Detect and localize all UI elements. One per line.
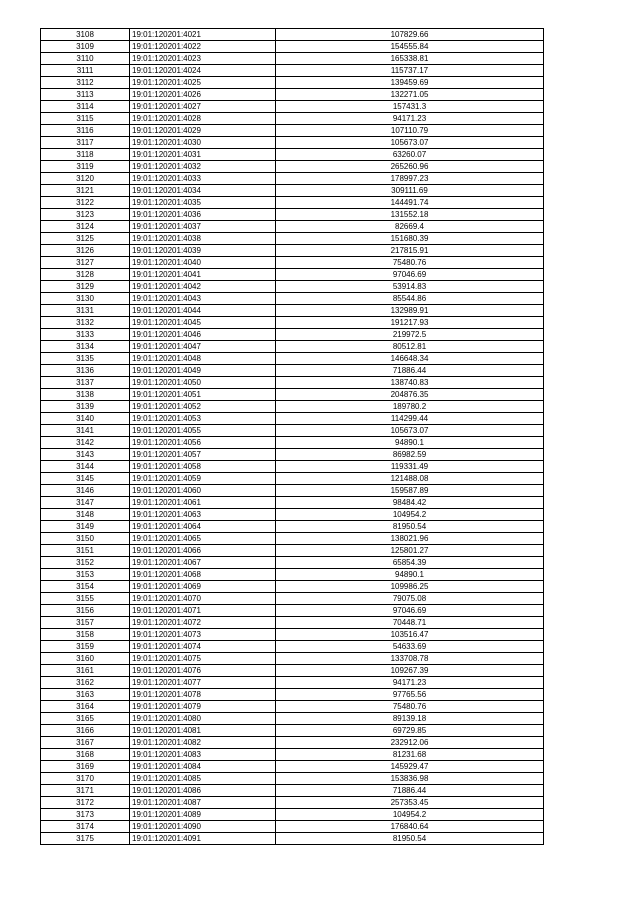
row-number-cell: 3142 [41,437,130,449]
amount-cell: 133708.78 [276,653,544,665]
row-number-cell: 3169 [41,761,130,773]
table-row [41,65,544,77]
cadastral-number-cell: 19:01:120201:4046 [130,329,276,341]
row-number-cell: 3144 [41,461,130,473]
amount-cell: 107829.66 [276,29,544,41]
row-number-cell: 3126 [41,245,130,257]
amount-cell: 138021.96 [276,533,544,545]
table-row [41,401,544,413]
row-number-cell: 3131 [41,305,130,317]
amount-cell: 94890.1 [276,437,544,449]
table-row [41,29,544,41]
cadastral-number-cell: 19:01:120201:4069 [130,581,276,593]
table-row [41,269,544,281]
cadastral-number-cell: 19:01:120201:4024 [130,65,276,77]
amount-cell: 132271.05 [276,89,544,101]
amount-cell: 204876.35 [276,389,544,401]
cadastral-number-cell: 19:01:120201:4049 [130,365,276,377]
table-row [41,341,544,353]
row-number-cell: 3140 [41,413,130,425]
amount-cell: 139459.69 [276,77,544,89]
amount-cell: 75480.76 [276,257,544,269]
cadastral-number-cell: 19:01:120201:4031 [130,149,276,161]
cadastral-number-cell: 19:01:120201:4028 [130,113,276,125]
cadastral-number-cell: 19:01:120201:4036 [130,209,276,221]
table-row [41,209,544,221]
amount-cell: 114299.44 [276,413,544,425]
table-row [41,41,544,53]
table-row [41,797,544,809]
row-number-cell: 3118 [41,149,130,161]
table-row [41,533,544,545]
cadastral-number-cell: 19:01:120201:4061 [130,497,276,509]
row-number-cell: 3127 [41,257,130,269]
cadastral-number-cell: 19:01:120201:4045 [130,317,276,329]
cadastral-number-cell: 19:01:120201:4071 [130,605,276,617]
row-number-cell: 3122 [41,197,130,209]
amount-cell: 53914.83 [276,281,544,293]
cadastral-number-cell: 19:01:120201:4072 [130,617,276,629]
cadastral-number-cell: 19:01:120201:4085 [130,773,276,785]
table-row [41,665,544,677]
amount-cell: 145929.47 [276,761,544,773]
cadastral-number-cell: 19:01:120201:4065 [130,533,276,545]
row-number-cell: 3137 [41,377,130,389]
cadastral-number-cell: 19:01:120201:4063 [130,509,276,521]
amount-cell: 176840.64 [276,821,544,833]
row-number-cell: 3172 [41,797,130,809]
table-row [41,305,544,317]
row-number-cell: 3130 [41,293,130,305]
row-number-cell: 3116 [41,125,130,137]
table-row [41,389,544,401]
table-row [41,173,544,185]
row-number-cell: 3147 [41,497,130,509]
row-number-cell: 3151 [41,545,130,557]
row-number-cell: 3160 [41,653,130,665]
cadastral-number-cell: 19:01:120201:4023 [130,53,276,65]
cadastral-number-cell: 19:01:120201:4079 [130,701,276,713]
row-number-cell: 3154 [41,581,130,593]
cadastral-number-cell: 19:01:120201:4058 [130,461,276,473]
table-row [41,257,544,269]
row-number-cell: 3111 [41,65,130,77]
table-row [41,461,544,473]
table-row [41,497,544,509]
table-row [41,293,544,305]
row-number-cell: 3108 [41,29,130,41]
amount-cell: 217815.91 [276,245,544,257]
amount-cell: 132989.91 [276,305,544,317]
amount-cell: 75480.76 [276,701,544,713]
amount-cell: 104954.2 [276,809,544,821]
cadastral-number-cell: 19:01:120201:4078 [130,689,276,701]
row-number-cell: 3115 [41,113,130,125]
cadastral-number-cell: 19:01:120201:4040 [130,257,276,269]
cadastral-number-cell: 19:01:120201:4087 [130,797,276,809]
table-row [41,197,544,209]
table-row [41,101,544,113]
row-number-cell: 3138 [41,389,130,401]
amount-cell: 103516.47 [276,629,544,641]
table-row [41,545,544,557]
table-row [41,149,544,161]
table-row [41,809,544,821]
amount-cell: 94171.23 [276,113,544,125]
amount-cell: 71886.44 [276,785,544,797]
amount-cell: 63260.07 [276,149,544,161]
row-number-cell: 3159 [41,641,130,653]
cadastral-number-cell: 19:01:120201:4068 [130,569,276,581]
table-row [41,629,544,641]
table-row [41,581,544,593]
amount-cell: 79075.08 [276,593,544,605]
table-row [41,221,544,233]
table-row [41,833,544,845]
cadastral-number-cell: 19:01:120201:4060 [130,485,276,497]
table-row [41,785,544,797]
amount-cell: 107110.79 [276,125,544,137]
amount-cell: 80512.81 [276,341,544,353]
row-number-cell: 3170 [41,773,130,785]
table-row [41,557,544,569]
cadastral-number-cell: 19:01:120201:4053 [130,413,276,425]
row-number-cell: 3157 [41,617,130,629]
row-number-cell: 3132 [41,317,130,329]
row-number-cell: 3113 [41,89,130,101]
cadastral-number-cell: 19:01:120201:4074 [130,641,276,653]
table-row [41,485,544,497]
cadastral-number-cell: 19:01:120201:4089 [130,809,276,821]
table-body [41,29,544,845]
table-row [41,617,544,629]
row-number-cell: 3117 [41,137,130,149]
table-row [41,821,544,833]
amount-cell: 94171.23 [276,677,544,689]
row-number-cell: 3135 [41,353,130,365]
row-number-cell: 3165 [41,713,130,725]
amount-cell: 70448.71 [276,617,544,629]
table-row [41,353,544,365]
row-number-cell: 3158 [41,629,130,641]
cadastral-number-cell: 19:01:120201:4083 [130,749,276,761]
amount-cell: 81950.54 [276,521,544,533]
table-row [41,737,544,749]
cadastral-number-cell: 19:01:120201:4066 [130,545,276,557]
row-number-cell: 3149 [41,521,130,533]
row-number-cell: 3125 [41,233,130,245]
cadastral-number-cell: 19:01:120201:4030 [130,137,276,149]
cadastral-number-cell: 19:01:120201:4027 [130,101,276,113]
amount-cell: 146648.34 [276,353,544,365]
row-number-cell: 3123 [41,209,130,221]
table-row [41,641,544,653]
amount-cell: 119331.49 [276,461,544,473]
row-number-cell: 3163 [41,689,130,701]
cadastral-number-cell: 19:01:120201:4025 [130,77,276,89]
table-row [41,521,544,533]
table-row [41,233,544,245]
cadastral-number-cell: 19:01:120201:4037 [130,221,276,233]
amount-cell: 97765.56 [276,689,544,701]
amount-cell: 159587.89 [276,485,544,497]
cadastral-number-cell: 19:01:120201:4070 [130,593,276,605]
row-number-cell: 3124 [41,221,130,233]
row-number-cell: 3168 [41,749,130,761]
row-number-cell: 3175 [41,833,130,845]
cadastral-number-cell: 19:01:120201:4052 [130,401,276,413]
cadastral-number-cell: 19:01:120201:4073 [130,629,276,641]
row-number-cell: 3120 [41,173,130,185]
data-table-container [40,28,543,845]
cadastral-number-cell: 19:01:120201:4043 [130,293,276,305]
amount-cell: 121488.08 [276,473,544,485]
table-row [41,437,544,449]
row-number-cell: 3134 [41,341,130,353]
row-number-cell: 3136 [41,365,130,377]
cadastral-number-cell: 19:01:120201:4035 [130,197,276,209]
cadastral-number-cell: 19:01:120201:4082 [130,737,276,749]
amount-cell: 65854.39 [276,557,544,569]
cadastral-number-cell: 19:01:120201:4038 [130,233,276,245]
row-number-cell: 3164 [41,701,130,713]
row-number-cell: 3145 [41,473,130,485]
table-row [41,125,544,137]
amount-cell: 89139.18 [276,713,544,725]
row-number-cell: 3150 [41,533,130,545]
data-table [40,28,544,845]
table-row [41,605,544,617]
row-number-cell: 3121 [41,185,130,197]
row-number-cell: 3162 [41,677,130,689]
amount-cell: 54633.69 [276,641,544,653]
cadastral-number-cell: 19:01:120201:4086 [130,785,276,797]
row-number-cell: 3167 [41,737,130,749]
amount-cell: 109986.25 [276,581,544,593]
row-number-cell: 3143 [41,449,130,461]
row-number-cell: 3171 [41,785,130,797]
amount-cell: 265260.96 [276,161,544,173]
cadastral-number-cell: 19:01:120201:4081 [130,725,276,737]
amount-cell: 138740.83 [276,377,544,389]
amount-cell: 165338.81 [276,53,544,65]
row-number-cell: 3146 [41,485,130,497]
cadastral-number-cell: 19:01:120201:4084 [130,761,276,773]
row-number-cell: 3141 [41,425,130,437]
amount-cell: 157431.3 [276,101,544,113]
amount-cell: 81950.54 [276,833,544,845]
cadastral-number-cell: 19:01:120201:4032 [130,161,276,173]
table-row [41,413,544,425]
table-row [41,761,544,773]
amount-cell: 125801.27 [276,545,544,557]
cadastral-number-cell: 19:01:120201:4080 [130,713,276,725]
table-row [41,653,544,665]
table-row [41,329,544,341]
amount-cell: 82669.4 [276,221,544,233]
cadastral-number-cell: 19:01:120201:4021 [130,29,276,41]
cadastral-number-cell: 19:01:120201:4077 [130,677,276,689]
table-row [41,425,544,437]
table-row [41,185,544,197]
table-row [41,509,544,521]
amount-cell: 71886.44 [276,365,544,377]
amount-cell: 309111.69 [276,185,544,197]
amount-cell: 81231.68 [276,749,544,761]
amount-cell: 97046.69 [276,269,544,281]
table-row [41,137,544,149]
cadastral-number-cell: 19:01:120201:4055 [130,425,276,437]
table-row [41,473,544,485]
row-number-cell: 3129 [41,281,130,293]
cadastral-number-cell: 19:01:120201:4039 [130,245,276,257]
table-row [41,773,544,785]
table-row [41,77,544,89]
amount-cell: 191217.93 [276,317,544,329]
row-number-cell: 3166 [41,725,130,737]
cadastral-number-cell: 19:01:120201:4051 [130,389,276,401]
amount-cell: 178997.23 [276,173,544,185]
amount-cell: 97046.69 [276,605,544,617]
cadastral-number-cell: 19:01:120201:4056 [130,437,276,449]
amount-cell: 94890.1 [276,569,544,581]
table-row [41,245,544,257]
cadastral-number-cell: 19:01:120201:4029 [130,125,276,137]
table-row [41,569,544,581]
row-number-cell: 3114 [41,101,130,113]
row-number-cell: 3173 [41,809,130,821]
row-number-cell: 3109 [41,41,130,53]
row-number-cell: 3139 [41,401,130,413]
cadastral-number-cell: 19:01:120201:4059 [130,473,276,485]
amount-cell: 189780.2 [276,401,544,413]
table-row [41,677,544,689]
amount-cell: 104954.2 [276,509,544,521]
cadastral-number-cell: 19:01:120201:4075 [130,653,276,665]
amount-cell: 154555.84 [276,41,544,53]
amount-cell: 257353.45 [276,797,544,809]
amount-cell: 153836.98 [276,773,544,785]
table-row [41,281,544,293]
amount-cell: 105673.07 [276,137,544,149]
cadastral-number-cell: 19:01:120201:4022 [130,41,276,53]
table-row [41,449,544,461]
table-row [41,53,544,65]
table-row [41,113,544,125]
cadastral-number-cell: 19:01:120201:4091 [130,833,276,845]
table-row [41,365,544,377]
cadastral-number-cell: 19:01:120201:4064 [130,521,276,533]
cadastral-number-cell: 19:01:120201:4067 [130,557,276,569]
amount-cell: 85544.86 [276,293,544,305]
cadastral-number-cell: 19:01:120201:4076 [130,665,276,677]
row-number-cell: 3153 [41,569,130,581]
table-row [41,161,544,173]
table-row [41,725,544,737]
cadastral-number-cell: 19:01:120201:4041 [130,269,276,281]
row-number-cell: 3112 [41,77,130,89]
table-row [41,317,544,329]
row-number-cell: 3128 [41,269,130,281]
amount-cell: 219972.5 [276,329,544,341]
row-number-cell: 3110 [41,53,130,65]
table-row [41,689,544,701]
table-row [41,701,544,713]
row-number-cell: 3155 [41,593,130,605]
cadastral-number-cell: 19:01:120201:4047 [130,341,276,353]
cadastral-number-cell: 19:01:120201:4042 [130,281,276,293]
row-number-cell: 3174 [41,821,130,833]
cadastral-number-cell: 19:01:120201:4090 [130,821,276,833]
amount-cell: 109267.39 [276,665,544,677]
cadastral-number-cell: 19:01:120201:4034 [130,185,276,197]
row-number-cell: 3152 [41,557,130,569]
row-number-cell: 3119 [41,161,130,173]
table-row [41,89,544,101]
amount-cell: 69729.85 [276,725,544,737]
amount-cell: 232912.06 [276,737,544,749]
table-row [41,377,544,389]
row-number-cell: 3133 [41,329,130,341]
amount-cell: 151680.39 [276,233,544,245]
amount-cell: 98484.42 [276,497,544,509]
row-number-cell: 3148 [41,509,130,521]
row-number-cell: 3156 [41,605,130,617]
amount-cell: 105673.07 [276,425,544,437]
cadastral-number-cell: 19:01:120201:4044 [130,305,276,317]
amount-cell: 144491.74 [276,197,544,209]
table-row [41,593,544,605]
table-row [41,749,544,761]
amount-cell: 131552.18 [276,209,544,221]
amount-cell: 115737.17 [276,65,544,77]
cadastral-number-cell: 19:01:120201:4057 [130,449,276,461]
cadastral-number-cell: 19:01:120201:4033 [130,173,276,185]
amount-cell: 86982.59 [276,449,544,461]
table-row [41,713,544,725]
cadastral-number-cell: 19:01:120201:4050 [130,377,276,389]
cadastral-number-cell: 19:01:120201:4026 [130,89,276,101]
cadastral-number-cell: 19:01:120201:4048 [130,353,276,365]
row-number-cell: 3161 [41,665,130,677]
